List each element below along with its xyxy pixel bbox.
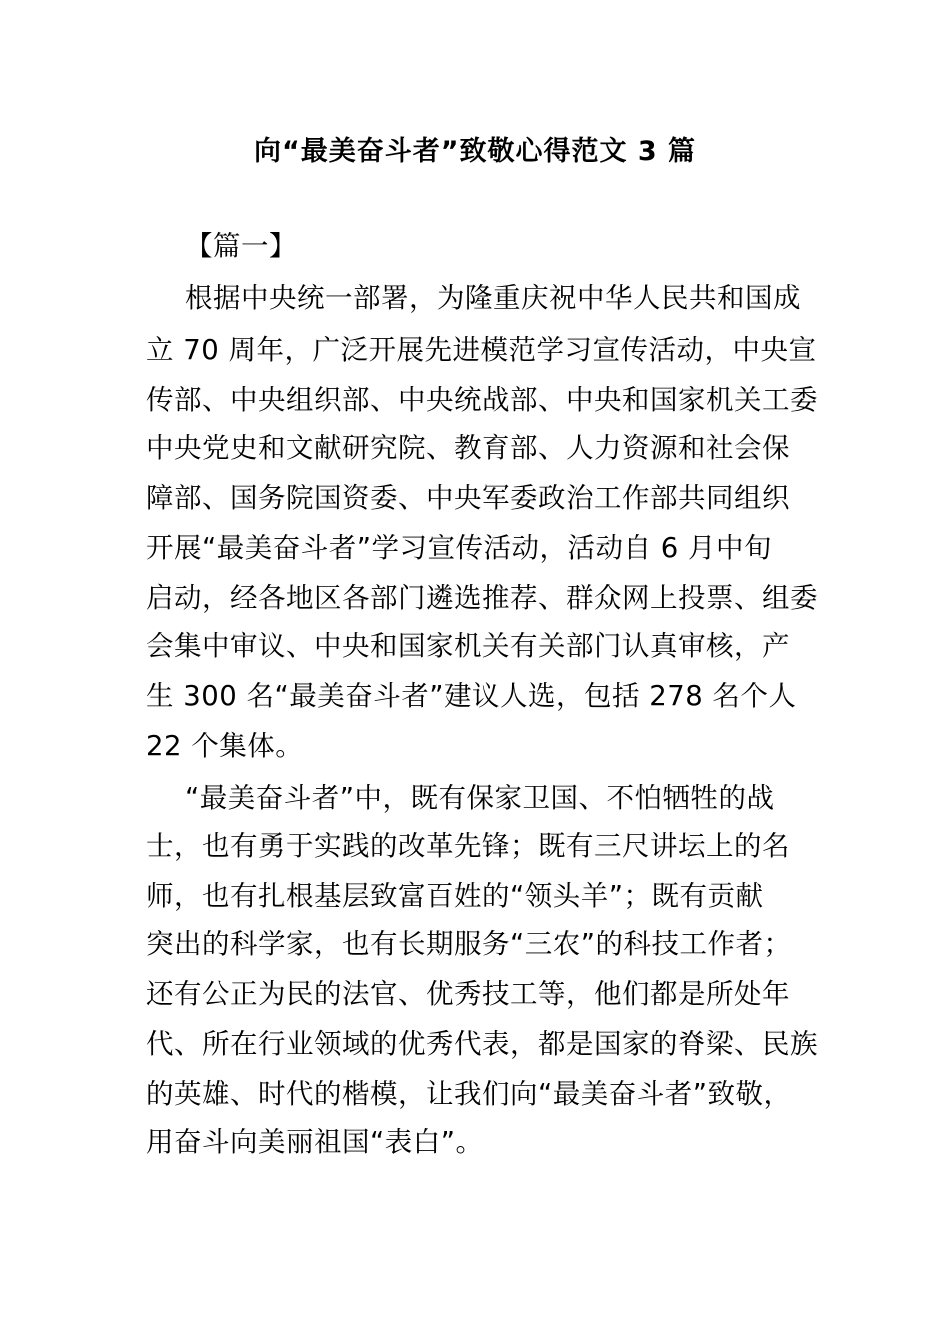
paragraph-2-line: 突出的科学家，也有长期服务“三农”的科技工作者； xyxy=(146,928,792,960)
section-heading: 【篇一】 xyxy=(185,230,297,262)
paragraph-1-line: 根据中央统一部署，为隆重庆祝中华人民共和国成 xyxy=(185,282,801,314)
paragraph-2-line: 师，也有扎根基层致富百姓的“领头羊”；既有贡献 xyxy=(146,880,764,912)
paragraph-1-line: 障部、国务院国资委、中央军委政治工作部共同组织 xyxy=(146,482,790,514)
paragraph-2-line: 用奋斗向美丽祖国“表白”。 xyxy=(146,1126,484,1158)
paragraph-2-line: 还有公正为民的法官、优秀技工等，他们都是所处年 xyxy=(146,978,790,1010)
paragraph-2-line: 的英雄、时代的楷模，让我们向“最美奋斗者”致敬， xyxy=(146,1078,792,1110)
paragraph-1-line: 开展“最美奋斗者”学习宣传活动，活动自 6 月中旬 xyxy=(146,532,772,564)
paragraph-1-line: 22 个集体。 xyxy=(146,730,304,762)
paragraph-1-line: 生 300 名“最美奋斗者”建议人选，包括 278 名个人 xyxy=(146,680,797,712)
paragraph-2-line: 代、所在行业领域的优秀代表，都是国家的脊梁、民族 xyxy=(146,1028,818,1060)
paragraph-1-line: 中央党史和文献研究院、教育部、人力资源和社会保 xyxy=(146,432,790,464)
paragraph-2-line: 士，也有勇于实践的改革先锋；既有三尺讲坛上的名 xyxy=(146,830,790,862)
paragraph-2-line: “最美奋斗者”中，既有保家卫国、不怕牺牲的战 xyxy=(185,782,775,814)
paragraph-1-line: 会集中审议、中央和国家机关有关部门认真审核，产 xyxy=(146,630,790,662)
document-title: 向“最美奋斗者”致敬心得范文 3 篇 xyxy=(253,136,697,167)
paragraph-1-line: 立 70 周年，广泛开展先进模范学习宣传活动，中央宣 xyxy=(146,334,817,366)
paragraph-1-line: 启动，经各地区各部门遴选推荐、群众网上投票、组委 xyxy=(146,582,818,614)
paragraph-1-line: 传部、中央组织部、中央统战部、中央和国家机关工委 xyxy=(146,384,818,416)
